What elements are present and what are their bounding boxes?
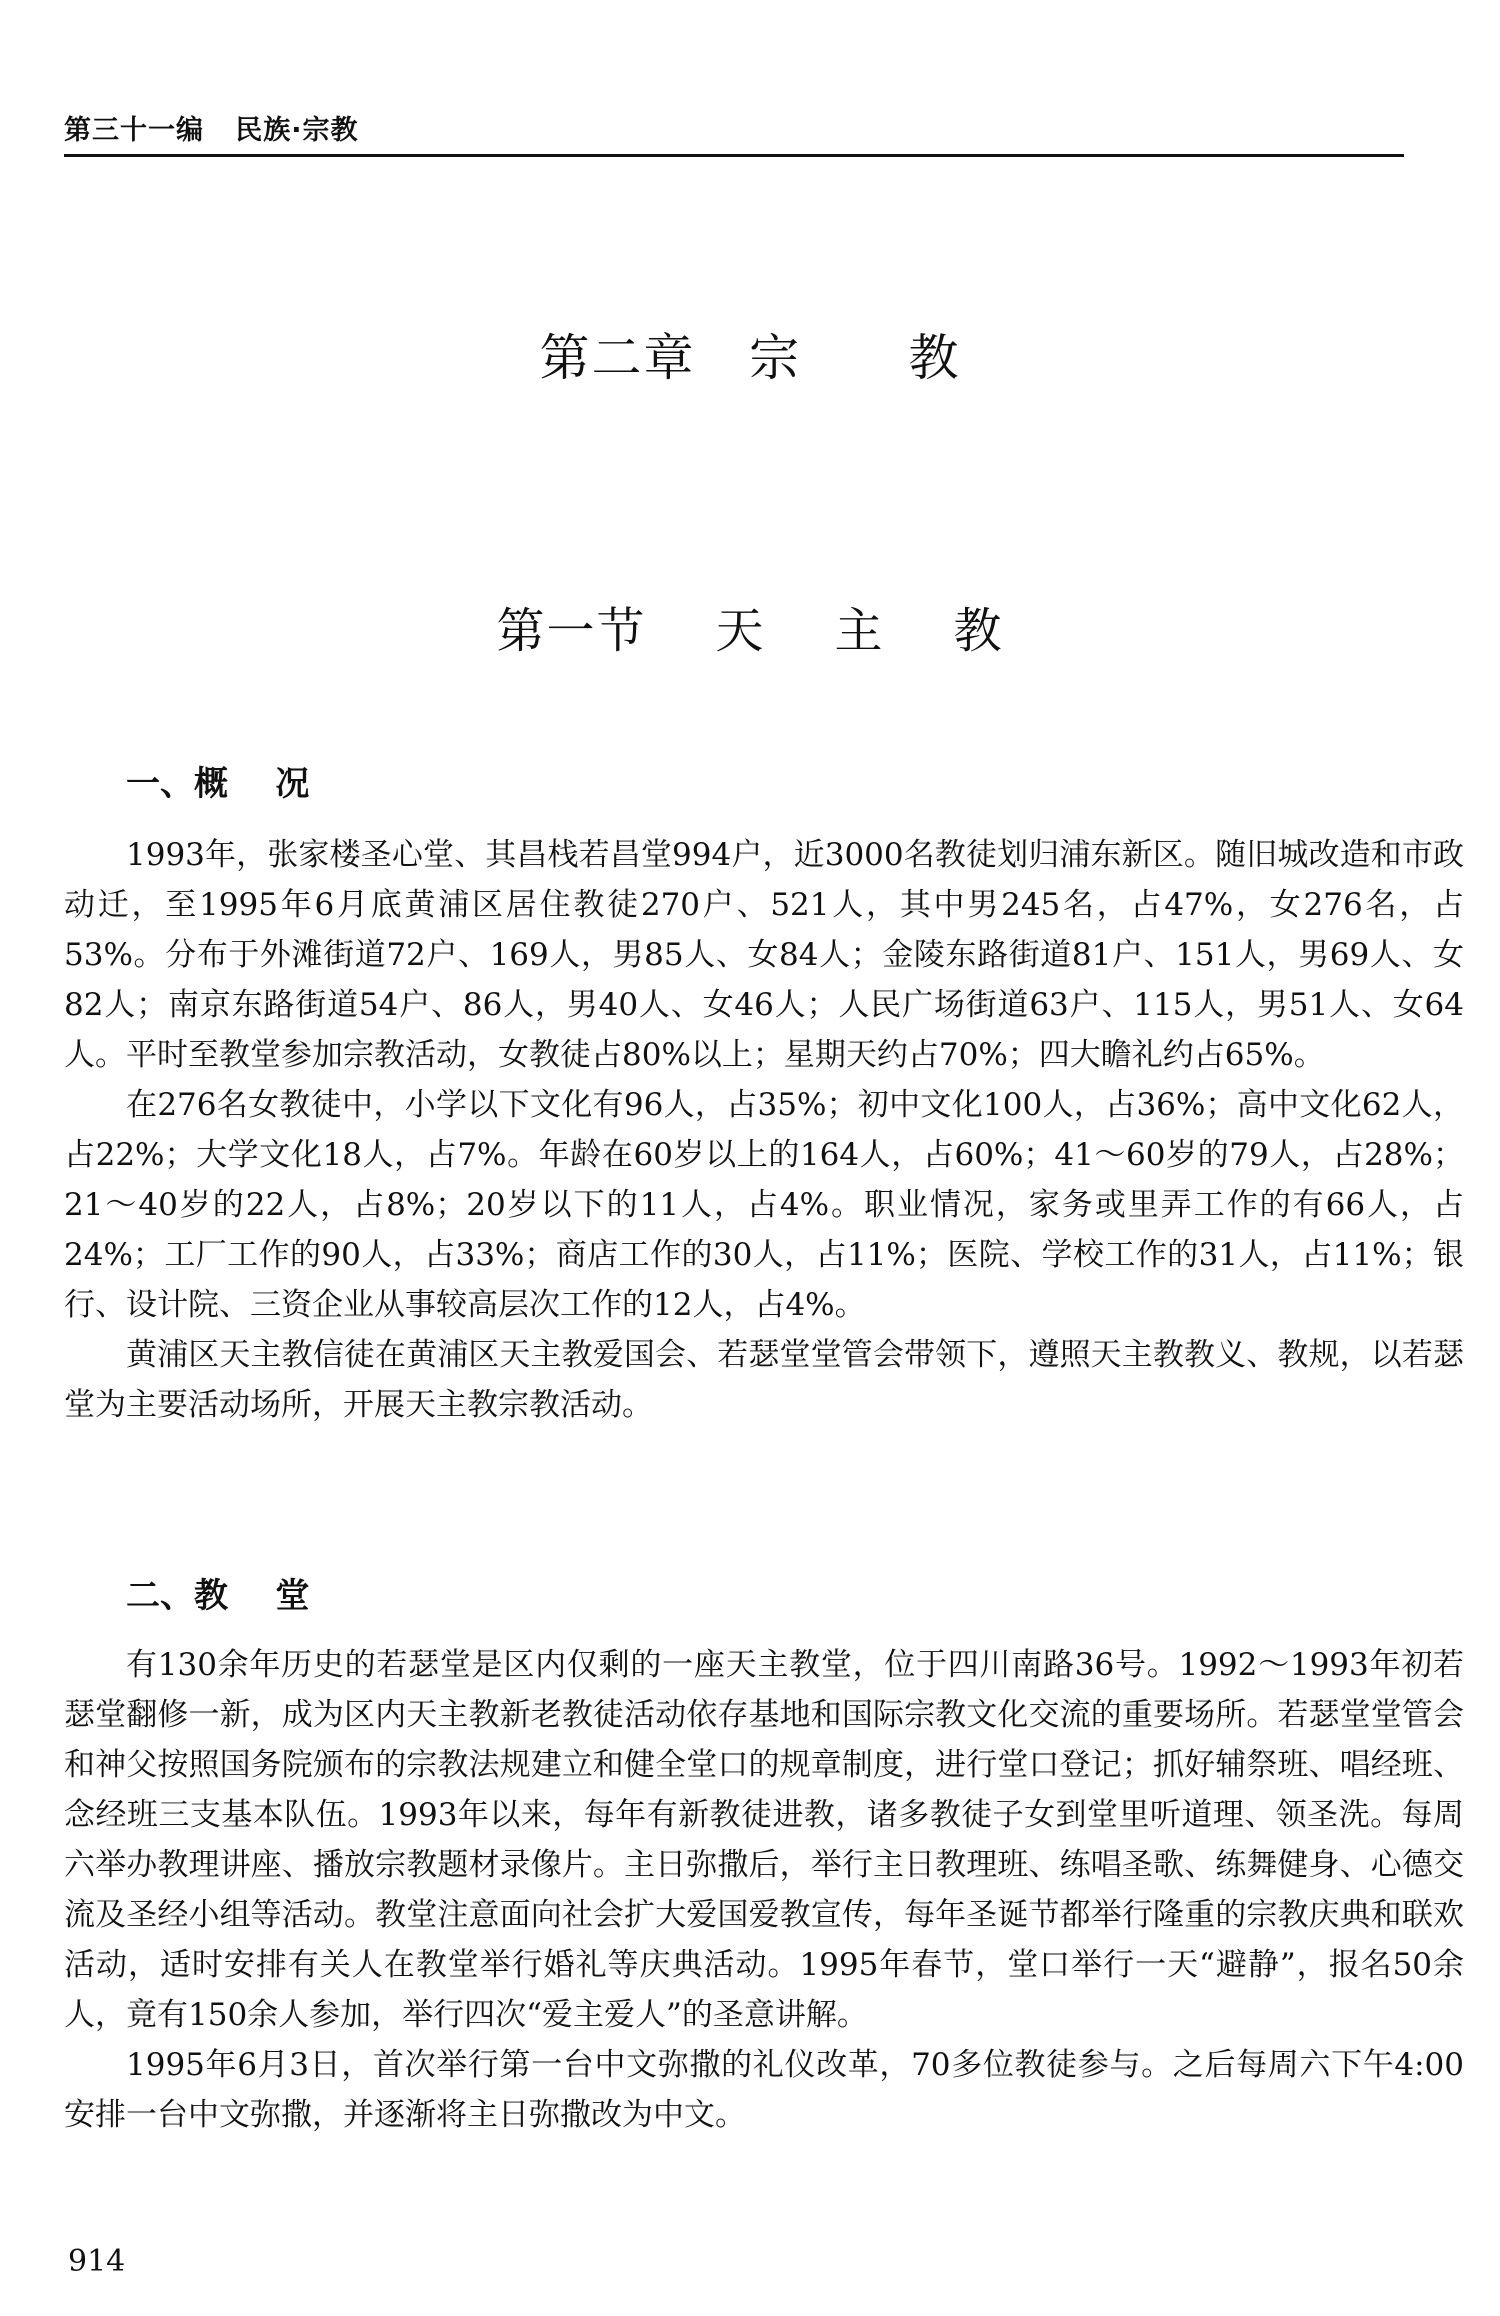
running-header-title: 第三十一编 民族·宗教 bbox=[64, 115, 359, 146]
paragraph: 在276名女教徒中，小学以下文化有96人，占35%；初中文化100人，占36%；高中文化62人，占22%；大学文化18人，占7%。年龄在60岁以上的164人，占60%；41～60岁的79人，占28%；21～40岁的22人，占8%；20岁以下的11人，占4%。职业情况，家务或里弄工作的有66人，占24%；工厂工作的90人，占33%；商店工作的30人，占11%；医院、学校工作的31人，占11%；银行、设计院、三资企业从事较高层次工作的12人，占4%。 bbox=[64, 1087, 1464, 1323]
paragraph: 有130余年历史的若瑟堂是区内仅剩的一座天主教堂，位于四川南路36号。1992～1993年初若瑟堂翻修一新，成为区内天主教新老教徒活动依存基地和国际宗教文化交流的重要场所。若瑟堂堂管会和神父按照国务院颁布的宗教法规建立和健全堂口的规章制度，进行堂口登记；抓好辅祭班、唱经班、念经班三支基本队伍。1993年以来，每年有新教徒进教，诸多教徒子女到堂里听道理、领圣洗。每周六举办教理讲座、播放宗教题材录像片。主日弥撒后，举行主日教理班、练唱圣歌、练舞健身、心德交流及圣经小组等活动。教堂注意面向社会扩大爱国爱教宣传，每年圣诞节都举行隆重的宗教庆典和联欢活动，适时安排有关人在教堂举行婚礼等庆典活动。1995年春节，堂口举行一天“避静”，报名50余人，竟有150余人参加，举行四次“爱主爱人”的圣意讲解。 bbox=[64, 1647, 1464, 2033]
page-number: 914 bbox=[68, 2244, 126, 2279]
header-divider bbox=[64, 154, 1404, 157]
paragraph: 1995年6月3日，首次举行第一台中文弥撒的礼仪改革，70多位教徒参与。之后每周六下午4:00安排一台中文弥撒，并逐渐将主日弥撒改为中文。 bbox=[64, 2047, 1464, 2133]
paragraph: 1993年，张家楼圣心堂、其昌栈若昌堂994户，近3000名教徒划归浦东新区。随旧城改造和市政动迁，至1995年6月底黄浦区居住教徒270户、521人，其中男245名，占47%，女276名，占53%。分布于外滩街道72户、169人，男85人、女84人；金陵东路街道81户、151人，男69人、女82人；南京东路街道54户、86人，男40人、女46人；人民广场街道63户、115人，男51人、女64人。平时至教堂参加宗教活动，女教徒占80%以上；星期天约占70%；四大瞻礼约占65%。 bbox=[64, 837, 1464, 1073]
running-header bbox=[64, 108, 1404, 158]
overview-text bbox=[64, 830, 1464, 1430]
subsection-heading-overview: 一、概 况 bbox=[126, 764, 310, 804]
section-title: 第一节 天 主 教 bbox=[496, 603, 1004, 659]
paragraph: 黄浦区天主教信徒在黄浦区天主教爱国会、若瑟堂堂管会带领下，遵照天主教教义、教规，以若瑟堂为主要活动场所，开展天主教宗教活动。 bbox=[64, 1337, 1464, 1423]
chapter-title: 第二章 宗 教 bbox=[539, 329, 961, 387]
church-text bbox=[64, 1640, 1464, 2140]
subsection-heading-church: 二、教 堂 bbox=[126, 1576, 310, 1616]
